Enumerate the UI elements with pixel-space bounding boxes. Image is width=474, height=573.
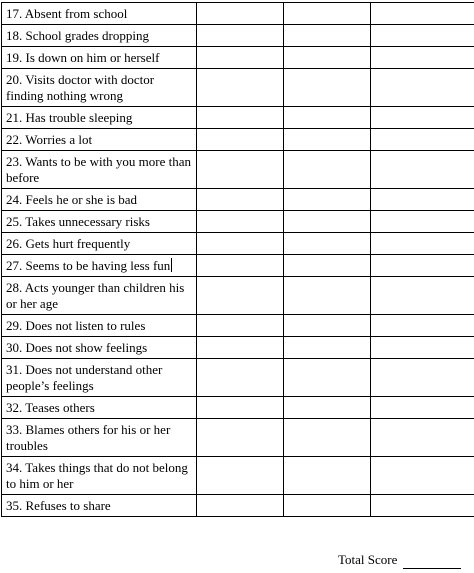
checklist-body (2, 3, 474, 517)
score-cell-2[interactable] (284, 69, 371, 107)
table-row (2, 397, 474, 419)
table-row (2, 107, 474, 129)
item-label-cell (2, 151, 197, 189)
item-label: 29. Does not listen to rules (6, 317, 146, 333)
score-cell-2[interactable] (284, 211, 371, 233)
total-score-line (338, 552, 461, 569)
table-row (2, 151, 474, 189)
item-label: 30. Does not show feelings (6, 339, 148, 355)
item-label-cell (2, 107, 197, 129)
score-cell-3[interactable] (371, 3, 474, 25)
score-cell-2[interactable] (284, 315, 371, 337)
table-row (2, 359, 474, 397)
score-cell-1[interactable] (197, 419, 284, 457)
score-cell-2[interactable] (284, 359, 371, 397)
score-cell-3[interactable] (371, 151, 474, 189)
score-cell-1[interactable] (197, 47, 284, 69)
table-row (2, 337, 474, 359)
score-cell-1[interactable] (197, 255, 284, 277)
item-label-cell (2, 25, 197, 47)
table-row (2, 25, 474, 47)
score-cell-3[interactable] (371, 211, 474, 233)
item-label: 24. Feels he or she is bad (6, 191, 138, 207)
table-row (2, 315, 474, 337)
score-cell-2[interactable] (284, 255, 371, 277)
table-row (2, 277, 474, 315)
score-cell-3[interactable] (371, 419, 474, 457)
item-label: 34. Takes things that do not belong to him or her (6, 459, 188, 491)
table-row (2, 233, 474, 255)
item-label: 31. Does not understand other people’s feelings (6, 361, 163, 393)
score-cell-3[interactable] (371, 129, 474, 151)
score-cell-2[interactable] (284, 337, 371, 359)
score-cell-1[interactable] (197, 359, 284, 397)
item-label: 19. Is down on him or herself (6, 49, 160, 65)
score-cell-2[interactable] (284, 233, 371, 255)
table-row (2, 69, 474, 107)
item-label-cell (2, 69, 197, 107)
table-row (2, 495, 474, 517)
table-row (2, 189, 474, 211)
score-cell-1[interactable] (197, 129, 284, 151)
score-cell-1[interactable] (197, 25, 284, 47)
item-label-cell (2, 47, 197, 69)
total-score-label: Total Score (338, 552, 398, 567)
score-cell-3[interactable] (371, 107, 474, 129)
item-label: 17. Absent from school (6, 5, 128, 21)
table-row (2, 3, 474, 25)
item-label: 20. Visits doctor with doctor finding nothing wrong (6, 71, 155, 103)
score-cell-2[interactable] (284, 129, 371, 151)
item-label-cell (2, 211, 197, 233)
symptom-checklist-table (1, 2, 474, 517)
table-row (2, 457, 474, 495)
score-cell-1[interactable] (197, 337, 284, 359)
score-cell-3[interactable] (371, 359, 474, 397)
score-cell-1[interactable] (197, 69, 284, 107)
item-label: 21. Has trouble sleeping (6, 109, 133, 125)
score-cell-3[interactable] (371, 25, 474, 47)
score-cell-3[interactable] (371, 69, 474, 107)
score-cell-3[interactable] (371, 337, 474, 359)
score-cell-2[interactable] (284, 47, 371, 69)
item-label: 27. Seems to be having less fun (6, 257, 171, 273)
item-label: 22. Worries a lot (6, 131, 93, 147)
score-cell-2[interactable] (284, 107, 371, 129)
item-label-cell (2, 457, 197, 495)
score-cell-1[interactable] (197, 189, 284, 211)
item-label: 35. Refuses to share (6, 497, 111, 513)
table-row (2, 255, 474, 277)
score-cell-2[interactable] (284, 495, 371, 517)
score-cell-2[interactable] (284, 151, 371, 189)
item-label: 33. Blames others for his or her troubles (6, 421, 171, 453)
score-cell-1[interactable] (197, 277, 284, 315)
score-cell-3[interactable] (371, 495, 474, 517)
item-label: 25. Takes unnecessary risks (6, 213, 150, 229)
table-row (2, 47, 474, 69)
score-cell-1[interactable] (197, 107, 284, 129)
item-label-cell (2, 337, 197, 359)
score-cell-3[interactable] (371, 457, 474, 495)
score-cell-1[interactable] (197, 315, 284, 337)
table-row (2, 129, 474, 151)
score-cell-1[interactable] (197, 397, 284, 419)
score-cell-3[interactable] (371, 255, 474, 277)
item-label-cell (2, 397, 197, 419)
total-score-blank[interactable] (403, 552, 461, 569)
item-label-cell (2, 189, 197, 211)
item-label: 28. Acts younger than children his or her age (6, 279, 185, 311)
item-label-cell (2, 419, 197, 457)
item-label: 23. Wants to be with you more than before (6, 153, 192, 185)
text-cursor (171, 258, 172, 272)
item-label-cell (2, 233, 197, 255)
score-cell-2[interactable] (284, 25, 371, 47)
score-cell-3[interactable] (371, 233, 474, 255)
score-cell-3[interactable] (371, 189, 474, 211)
table-row (2, 211, 474, 233)
score-cell-1[interactable] (197, 3, 284, 25)
score-cell-3[interactable] (371, 47, 474, 69)
score-cell-3[interactable] (371, 277, 474, 315)
item-label-cell (2, 315, 197, 337)
score-cell-1[interactable] (197, 151, 284, 189)
item-label: 32. Teases others (6, 399, 95, 415)
score-cell-2[interactable] (284, 397, 371, 419)
item-label-cell (2, 495, 197, 517)
score-cell-1[interactable] (197, 457, 284, 495)
score-cell-2[interactable] (284, 3, 371, 25)
item-label: 18. School grades dropping (6, 27, 149, 43)
item-label-cell (2, 255, 197, 277)
score-cell-1[interactable] (197, 211, 284, 233)
score-cell-3[interactable] (371, 397, 474, 419)
score-cell-1[interactable] (197, 233, 284, 255)
item-label: 26. Gets hurt frequently (6, 235, 131, 251)
score-cell-2[interactable] (284, 419, 371, 457)
score-cell-3[interactable] (371, 315, 474, 337)
item-label-cell (2, 359, 197, 397)
item-label-cell (2, 277, 197, 315)
table-row (2, 419, 474, 457)
score-cell-2[interactable] (284, 457, 371, 495)
item-label-cell (2, 129, 197, 151)
score-cell-1[interactable] (197, 495, 284, 517)
item-label-cell (2, 3, 197, 25)
score-cell-2[interactable] (284, 277, 371, 315)
score-cell-2[interactable] (284, 189, 371, 211)
